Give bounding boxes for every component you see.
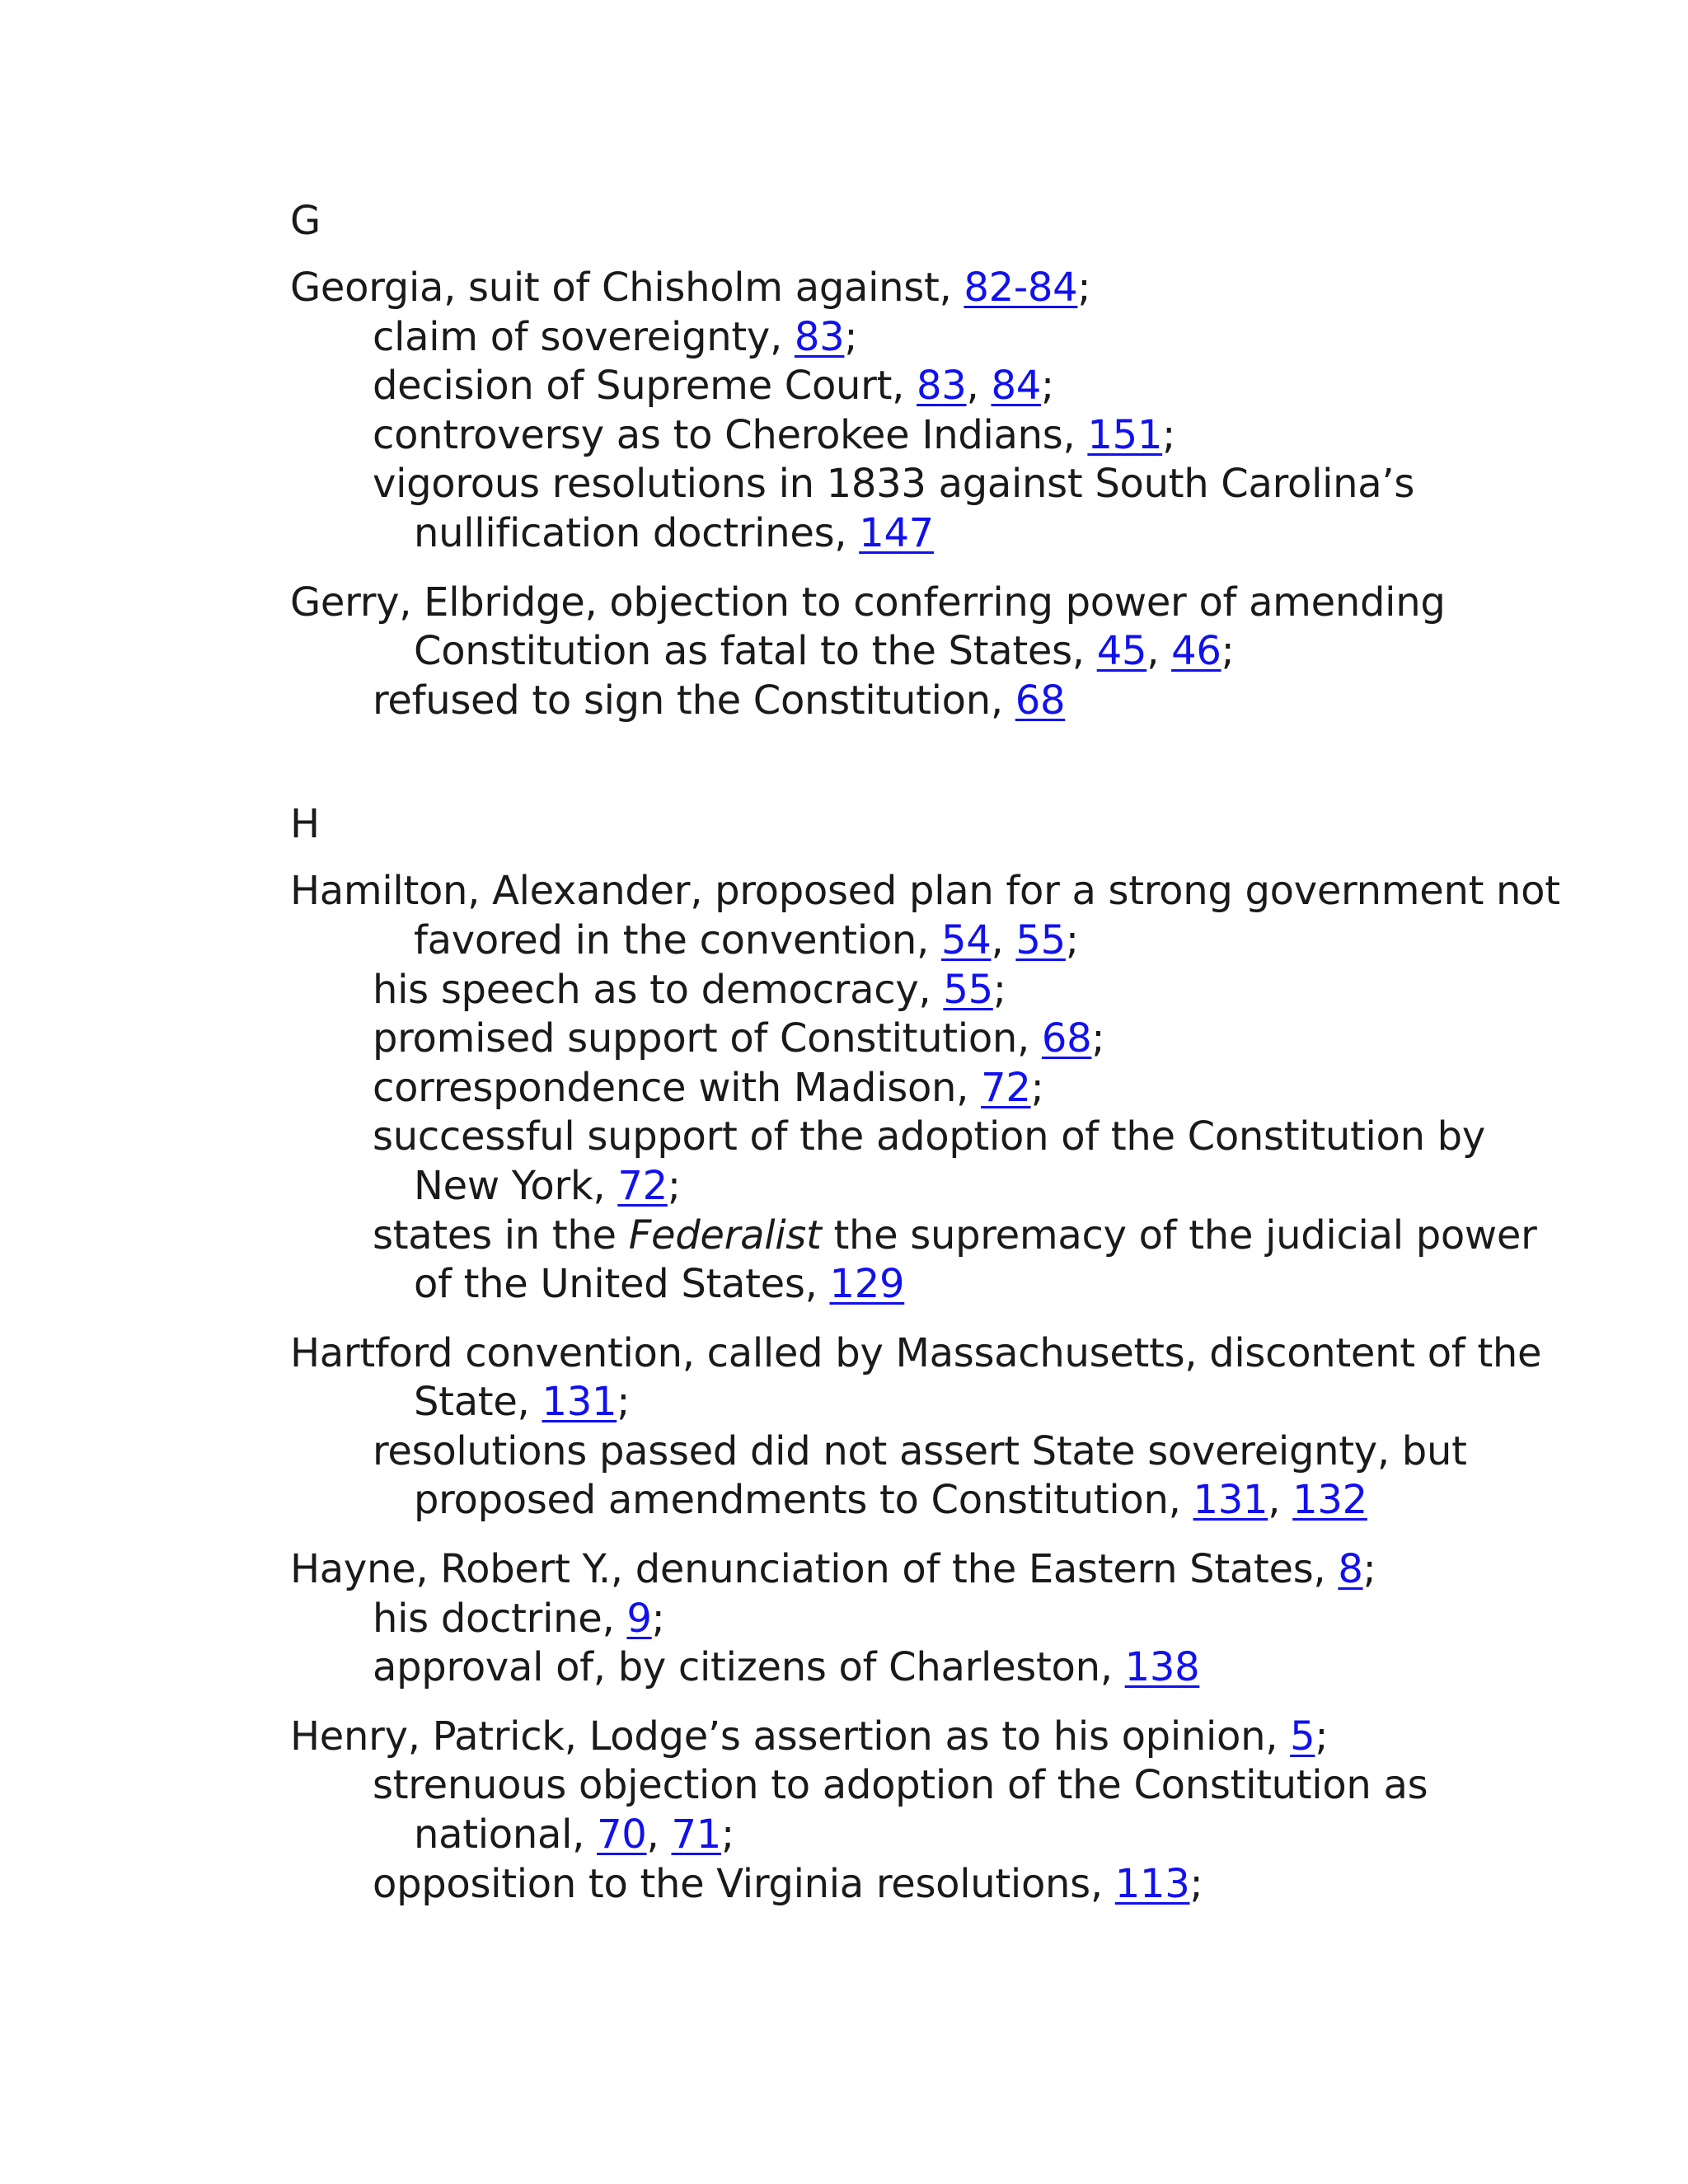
entry-text: New York, (414, 1162, 618, 1209)
entry-text: controversy as to Cherokee Indians, (373, 411, 1088, 458)
entry-text: correspondence with Madison, (373, 1064, 982, 1111)
entry-text: ; (1030, 1064, 1044, 1111)
entry-text: ; (1162, 411, 1175, 458)
page-reference-link[interactable]: 68 (1015, 677, 1066, 724)
page-reference-link[interactable]: 9 (626, 1595, 652, 1642)
entry-text: ; (1362, 1546, 1376, 1593)
entry-subline (290, 627, 1526, 677)
entry-subline (290, 677, 1526, 726)
page-reference-link[interactable]: 138 (1124, 1644, 1200, 1691)
entry-text: claim of sovereignty, (373, 313, 795, 360)
section-letter: G (290, 198, 321, 244)
entry-text: ; (651, 1595, 665, 1642)
entry-text: , (646, 1811, 672, 1858)
entry-subline (290, 1260, 1526, 1310)
page-reference-link[interactable]: 71 (671, 1811, 721, 1858)
page-reference-link[interactable]: 55 (1015, 916, 1066, 963)
entry-subline (290, 1378, 1526, 1427)
entry-heading-line (290, 1545, 1526, 1595)
page-reference-link[interactable]: 55 (943, 966, 993, 1013)
page-reference-link[interactable]: 82-84 (964, 265, 1078, 311)
entry-text: ; (617, 1379, 631, 1426)
page-reference-link[interactable]: 83 (917, 363, 967, 410)
entry-text: opposition to the Virginia resolutions, (373, 1860, 1115, 1907)
entry-text: approval of, by citizens of Charleston, (373, 1644, 1125, 1691)
entry-text: Hartford convention, called by Massachusetts, discontent of the (290, 1329, 1542, 1376)
entry-text: Henry, Patrick, Lodge’s assertion as to his opinion, (290, 1713, 1291, 1760)
entry-text: ; (1040, 363, 1054, 410)
entry-text: nullification doctrines, (414, 509, 860, 556)
page-reference-link[interactable]: 129 (829, 1261, 905, 1308)
page-reference-link[interactable]: 5 (1290, 1713, 1315, 1760)
entry-text: Constitution as fatal to the States, (414, 628, 1097, 675)
entry-text: Georgia, suit of Chisholm against, (290, 265, 964, 311)
index-page (290, 196, 1560, 1929)
page-reference-link[interactable]: 72 (981, 1064, 1031, 1111)
entry-subline (290, 313, 1526, 363)
section-letter: H (290, 801, 321, 848)
entry-subline (290, 1476, 1526, 1526)
entry-text: ; (1189, 1860, 1203, 1907)
entry-subline (290, 1064, 1526, 1113)
entry-subline (290, 1860, 1526, 1910)
index-section (290, 799, 1560, 1909)
index-entry (290, 1713, 1526, 1909)
entry-text: national, (414, 1811, 598, 1858)
page-reference-link[interactable]: 70 (597, 1811, 647, 1858)
entry-text: states in the (373, 1212, 629, 1258)
entry-text: of the United States, (414, 1261, 830, 1308)
entry-text: strenuous objection to adoption of the Constitution as (373, 1762, 1428, 1809)
entry-subline (290, 966, 1526, 1015)
entry-text: ; (1077, 265, 1091, 311)
entry-subline (290, 1015, 1526, 1064)
entry-subline (290, 1113, 1526, 1162)
entry-text: ; (1065, 916, 1079, 963)
entry-subline (290, 1427, 1526, 1477)
entry-text: Hamilton, Alexander, proposed plan for a strong government not (290, 868, 1560, 915)
entry-text: ; (992, 966, 1006, 1013)
page-reference-link[interactable]: 72 (617, 1162, 668, 1209)
entry-subline (290, 1595, 1526, 1644)
entry-subline (290, 1761, 1526, 1811)
entry-text: , (1146, 628, 1172, 675)
entry-text: ; (1221, 628, 1235, 675)
page-reference-link[interactable]: 45 (1096, 628, 1147, 675)
entry-text: his speech as to democracy, (373, 966, 944, 1013)
entry-heading-line (290, 867, 1560, 916)
entry-subline (290, 509, 1526, 559)
entry-text: successful support of the adoption of the Constitution by (373, 1113, 1485, 1160)
entry-text: ; (1315, 1713, 1329, 1760)
entry-subline (290, 1162, 1526, 1212)
entry-text: State, (414, 1379, 542, 1426)
entry-heading-line (290, 579, 1526, 628)
entry-text: promised support of Constitution, (373, 1015, 1042, 1062)
page-reference-link[interactable]: 132 (1292, 1477, 1367, 1524)
entry-text: decision of Supreme Court, (373, 363, 917, 410)
page-reference-link[interactable]: 8 (1338, 1546, 1363, 1593)
entry-subline (290, 362, 1526, 411)
entry-subline (290, 916, 1526, 966)
entry-text: proposed amendments to Constitution, (414, 1477, 1193, 1524)
entry-text: ; (1091, 1015, 1105, 1062)
entry-heading-line (290, 264, 1526, 313)
page-reference-link[interactable]: 68 (1041, 1015, 1092, 1062)
entry-text: Hayne, Robert Y., denunciation of the Eastern States, (290, 1546, 1339, 1593)
entry-text: his doctrine, (373, 1595, 627, 1642)
entry-text: favored in the convention, (414, 916, 941, 963)
page-reference-link[interactable]: 147 (859, 509, 934, 556)
entry-subline (290, 1811, 1526, 1860)
page-reference-link[interactable]: 46 (1171, 628, 1221, 675)
entry-subline (290, 1643, 1526, 1693)
entry-text: ; (667, 1162, 681, 1209)
entry-text: , (1268, 1477, 1293, 1524)
entry-text: resolutions passed did not assert State sovereignty, but (373, 1427, 1467, 1474)
italic-title: Federalist (628, 1212, 822, 1258)
index-entry (290, 867, 1560, 1309)
entry-heading-line (290, 1329, 1542, 1379)
entry-text: ; (844, 313, 858, 360)
page-reference-link[interactable]: 131 (542, 1379, 617, 1426)
entry-text: vigorous resolutions in 1833 against South Carolina’s (373, 461, 1415, 508)
entry-subline (290, 1212, 1537, 1261)
entry-subline (290, 460, 1526, 509)
page-reference-link[interactable]: 131 (1193, 1477, 1268, 1524)
entry-text: Gerry, Elbridge, objection to conferring power of amending (290, 579, 1446, 626)
page-reference-link[interactable]: 113 (1114, 1860, 1190, 1907)
entry-heading-line (290, 1713, 1526, 1762)
index-entry (290, 264, 1526, 559)
index-entry (290, 1545, 1526, 1693)
page-reference-link[interactable]: 83 (794, 313, 845, 360)
page-reference-link[interactable]: 54 (940, 916, 992, 963)
page-reference-link[interactable]: 151 (1087, 411, 1163, 458)
index-entry (290, 1329, 1542, 1526)
entry-text: refused to sign the Constitution, (373, 677, 1015, 724)
index-section (290, 196, 1526, 725)
entry-subline (290, 411, 1526, 461)
entry-text: , (991, 916, 1016, 963)
index-entry (290, 579, 1526, 726)
entry-text: , (966, 363, 992, 410)
page-reference-link[interactable]: 84 (991, 363, 1041, 410)
entry-text: the supremacy of the judicial power (821, 1212, 1537, 1258)
entry-text: ; (720, 1811, 734, 1858)
